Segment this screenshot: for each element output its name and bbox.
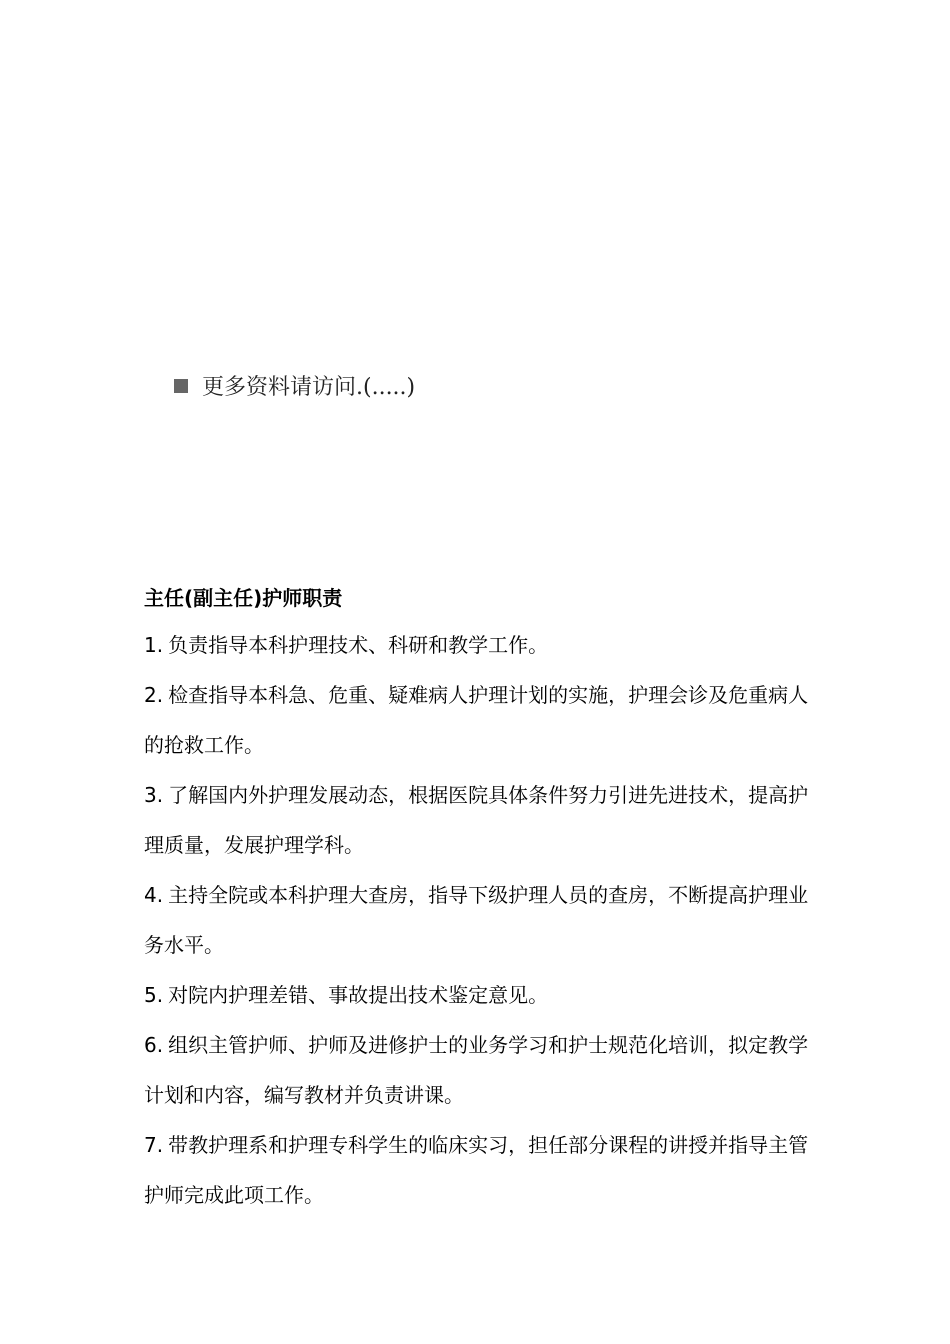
duty-list — [144, 620, 824, 1220]
duty-document — [144, 576, 824, 1220]
item-number: 3. — [144, 783, 164, 807]
item-text: 组织主管护师、护师及进修护士的业务学习和护士规范化培训，拟定教学计划和内容，编写教材并负责讲课。 — [144, 1033, 809, 1107]
list-item — [144, 620, 824, 670]
item-text: 检查指导本科急、危重、疑难病人护理计划的实施，护理会诊及危重病人的抢救工作。 — [144, 683, 809, 757]
item-number: 5. — [144, 983, 164, 1007]
document-title: 主任(副主任)护师职责 — [144, 586, 343, 610]
list-item — [144, 870, 824, 970]
item-number: 7. — [144, 1133, 164, 1157]
item-number: 2. — [144, 683, 164, 707]
list-item — [144, 1120, 824, 1220]
item-number: 4. — [144, 883, 164, 907]
resource-note — [174, 370, 415, 406]
item-text: 带教护理系和护理专科学生的临床实习，担任部分课程的讲授并指导主管护师完成此项工作。 — [144, 1133, 809, 1207]
item-text: 主持全院或本科护理大查房，指导下级护理人员的查房，不断提高护理业务水平。 — [144, 883, 809, 957]
item-number: 6. — [144, 1033, 164, 1057]
item-text: 了解国内外护理发展动态，根据医院具体条件努力引进先进技术，提高护理质量，发展护理学科。 — [144, 783, 809, 857]
list-item — [144, 670, 824, 770]
square-bullet-icon — [174, 379, 188, 393]
list-item — [144, 770, 824, 870]
item-text: 对院内护理差错、事故提出技术鉴定意见。 — [168, 983, 549, 1007]
item-text: 负责指导本科护理技术、科研和教学工作。 — [168, 633, 549, 657]
resource-note-text: 更多资料请访问.(.....) — [202, 375, 416, 400]
list-item — [144, 1020, 824, 1120]
list-item — [144, 970, 824, 1020]
item-number: 1. — [144, 633, 164, 657]
